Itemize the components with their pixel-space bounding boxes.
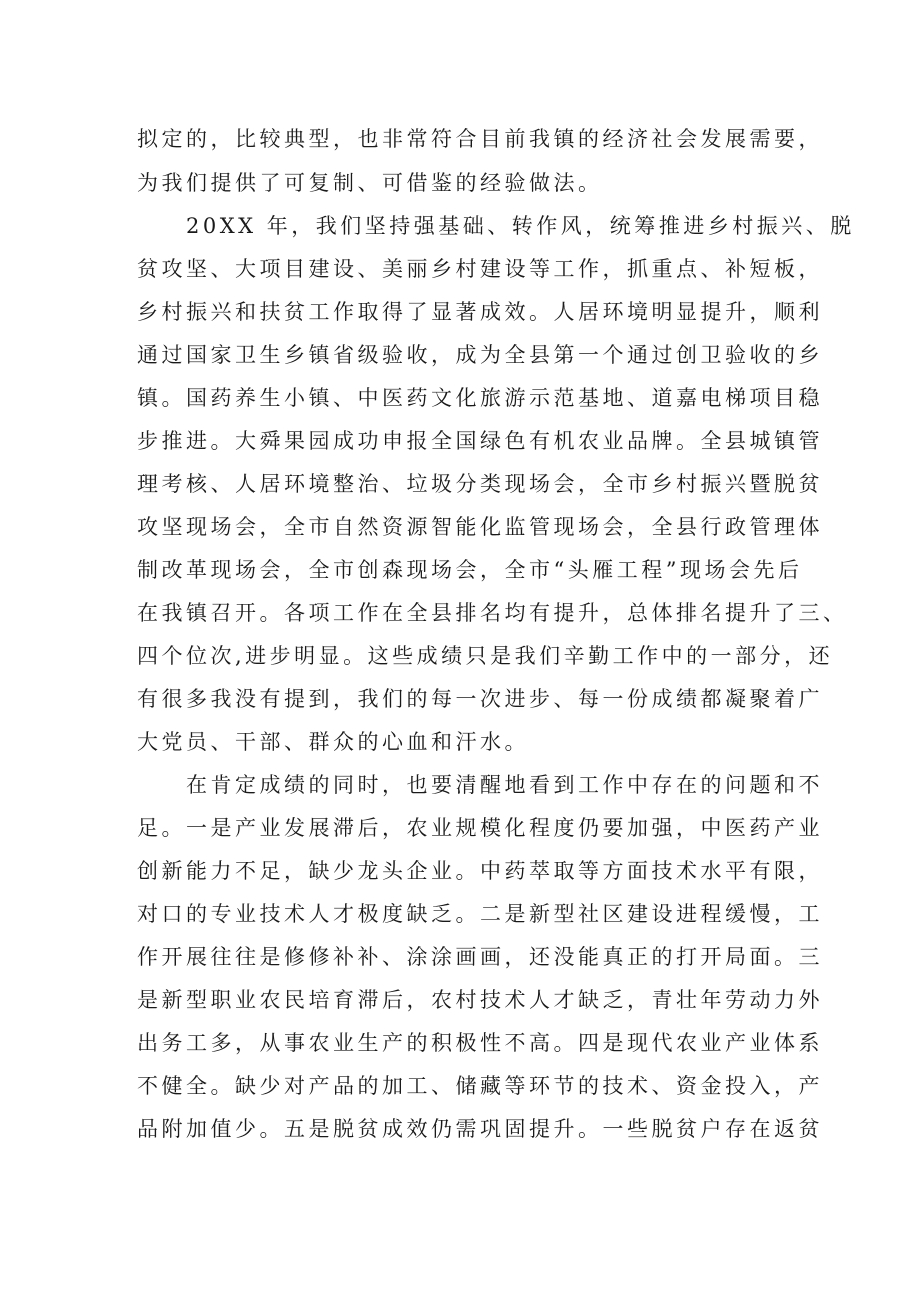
paragraph-3-line-8: 不健全。缺少对产品的加工、储藏等环节的技术、资金投入，产 <box>137 1074 823 1098</box>
paragraph-3-line-6: 是新型职业农民培育滞后，农村技术人才缺乏，青壮年劳动力外 <box>137 988 823 1012</box>
paragraph-3-line-2: 足。一是产业发展滞后，农业规模化程度仍要加强，中医药产业 <box>137 816 823 840</box>
paragraph-1-line-2: 为我们提供了可复制、可借鉴的经验做法。 <box>137 171 603 195</box>
paragraph-3-line-1: 在肯定成绩的同时，也要清醒地看到工作中存在的问题和不 <box>186 773 823 797</box>
paragraph-3-line-4: 对口的专业技术人才极度缺乏。二是新型社区建设进程缓慢，工 <box>137 902 823 926</box>
paragraph-2-line-3: 乡村振兴和扶贫工作取得了显著成效。人居环境明显提升，顺利 <box>137 300 823 324</box>
paragraph-3-line-5: 作开展往往是修修补补、涂涂画画，还没能真正的打开局面。三 <box>137 945 823 969</box>
paragraph-3-line-9: 品附加值少。五是脱贫成效仍需巩固提升。一些脱贫户存在返贫 <box>137 1117 823 1141</box>
paragraph-2-line-9: 制改革现场会，全市创森现场会，全市“头雁工程”现场会先后 <box>137 558 803 582</box>
paragraph-2-line-11: 四个位次,进步明显。这些成绩只是我们辛勤工作中的一部分，还 <box>137 644 834 668</box>
paragraph-3-line-3: 创新能力不足，缺少龙头企业。中药萃取等方面技术水平有限， <box>137 859 823 883</box>
paragraph-3-line-7: 出务工多，从事农业生产的积极性不高。四是现代农业产业体系 <box>137 1031 823 1055</box>
paragraph-2-line-12: 有很多我没有提到，我们的每一次进步、每一份成绩都凝聚着广 <box>137 687 823 711</box>
paragraph-2-line-2: 贫攻坚、大项目建设、美丽乡村建设等工作，抓重点、补短板， <box>137 257 823 281</box>
paragraph-1-line-1: 拟定的，比较典型，也非常符合目前我镇的经济社会发展需要， <box>137 127 823 151</box>
paragraph-2-line-1: 20XX 年，我们坚持强基础、转作风，统筹推进乡村振兴、脱 <box>186 214 855 238</box>
paragraph-2-line-13: 大党员、干部、群众的心血和汗水。 <box>137 730 529 754</box>
paragraph-2-line-5: 镇。国药养生小镇、中医药文化旅游示范基地、道嘉电梯项目稳 <box>137 386 823 410</box>
paragraph-2-line-8: 攻坚现场会，全市自然资源智能化监管现场会，全县行政管理体 <box>137 515 823 539</box>
paragraph-2-line-10: 在我镇召开。各项工作在全县排名均有提升，总体排名提升了三、 <box>137 601 848 625</box>
paragraph-2-line-4: 通过国家卫生乡镇省级验收，成为全县第一个通过创卫验收的乡 <box>137 343 823 367</box>
paragraph-2-line-6: 步推进。大舜果园成功申报全国绿色有机农业品牌。全县城镇管 <box>137 429 823 453</box>
paragraph-2-line-7: 理考核、人居环境整治、垃圾分类现场会，全市乡村振兴暨脱贫 <box>137 472 823 496</box>
